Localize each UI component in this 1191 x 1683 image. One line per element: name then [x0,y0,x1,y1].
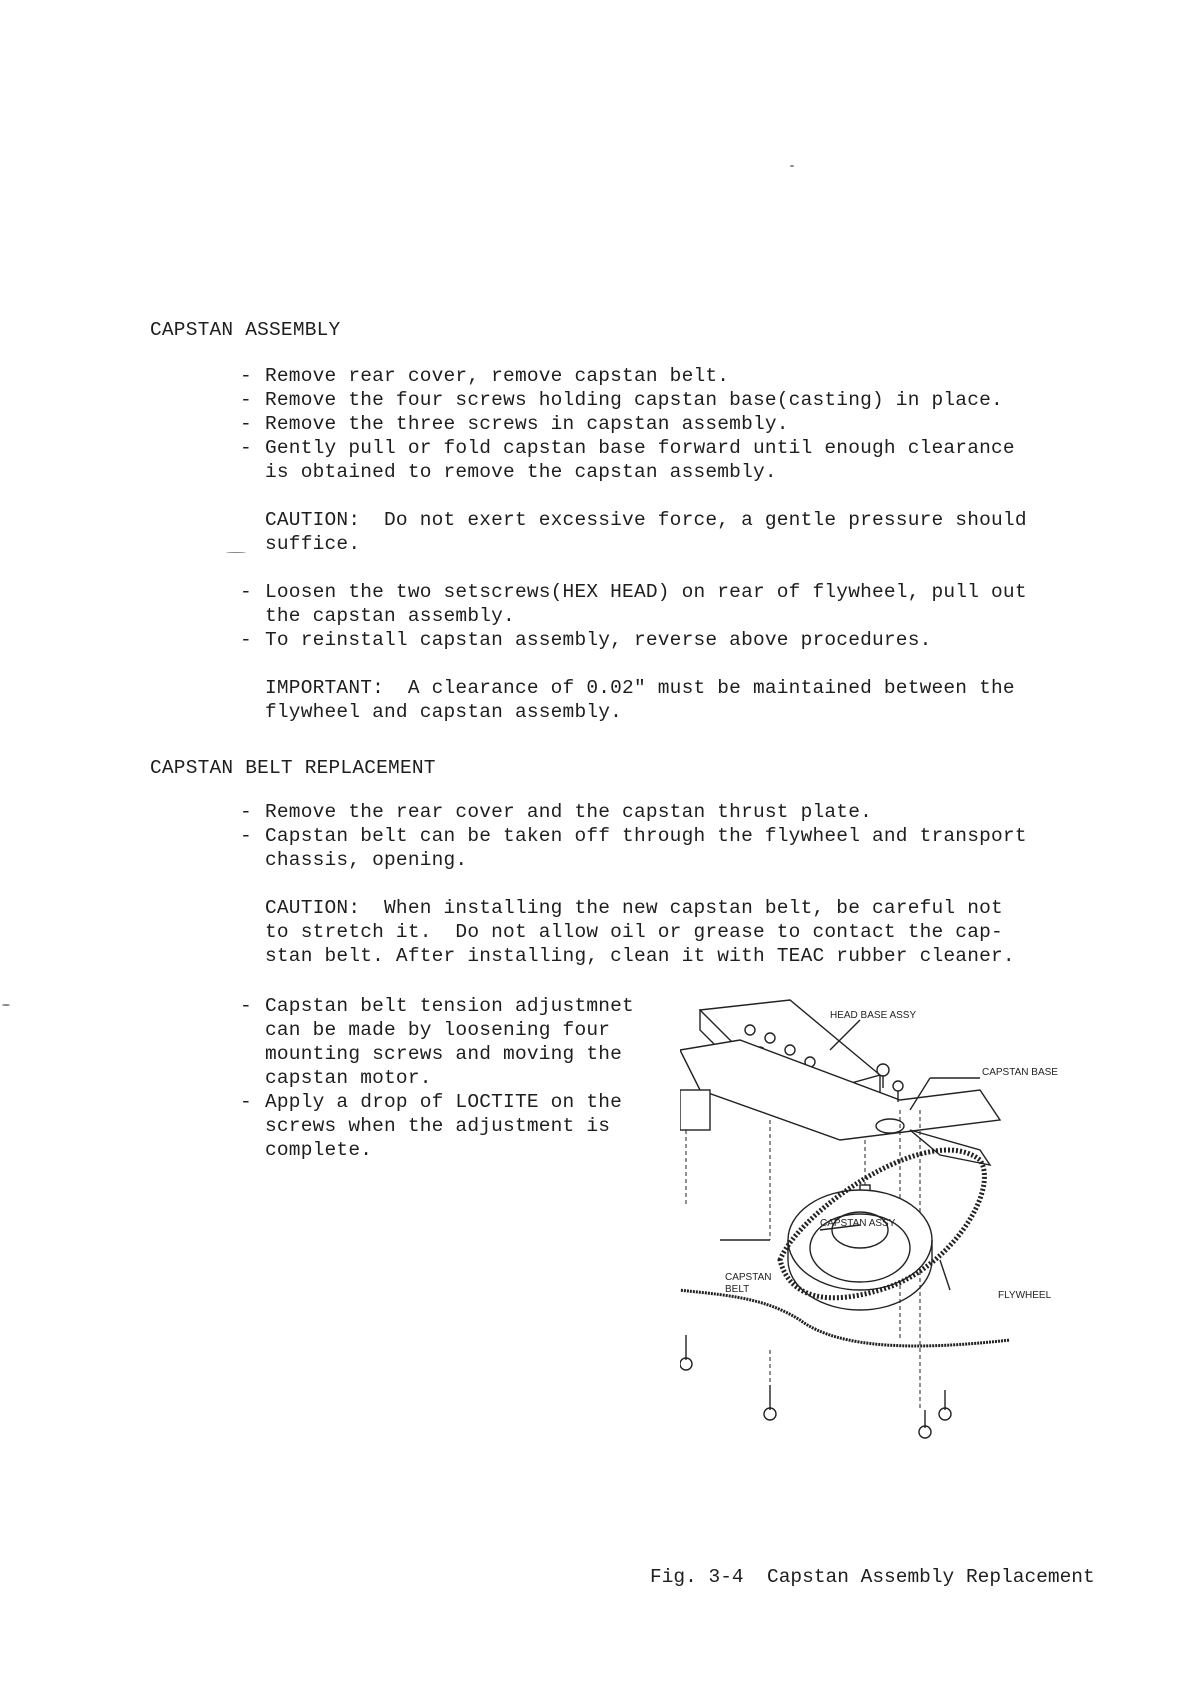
step-text-continued: capstan motor. [265,1067,432,1089]
label-capstan-assy: CAPSTAN ASSY [820,1218,896,1229]
label-capstan-base: CAPSTAN BASE [982,1067,1058,1078]
label-head-base-assy: HEAD BASE ASSY [830,1010,917,1021]
scan-speck [2,1004,10,1006]
capstan-assembly-illustration [680,990,1080,1530]
important-text-continued: flywheel and capstan assembly. [265,701,623,723]
step-text: Remove rear cover, remove capstan belt. [265,365,730,387]
step-text-continued: mounting screws and moving the [265,1043,623,1065]
bullet-dash: - [240,629,252,651]
label-capstan-belt-line1: CAPSTAN [725,1272,772,1283]
step-text-continued: complete. [265,1139,373,1161]
step-text: Capstan belt tension adjustmnet [265,995,634,1017]
bullet-dash: - [240,581,252,603]
step-text-continued: chassis, opening. [265,849,468,871]
caution-text-continued: suffice. [265,533,361,555]
caution-text-continued: stan belt. After installing, clean it with TEAC rubber cleaner. [265,945,1015,967]
bullet-dash: - [240,413,252,435]
step-text: Loosen the two setscrews(HEX HEAD) on rear of flywheel, pull out [265,581,1027,603]
flywheel-shape [788,1190,932,1290]
step-text-continued: the capstan assembly. [265,605,515,627]
label-flywheel: FLYWHEEL [998,1290,1052,1301]
step-text-continued: is obtained to remove the capstan assembly. [265,461,777,483]
label-capstan-belt-line2: BELT [725,1284,750,1295]
step-text: Remove the three screws in capstan assembly. [265,413,789,435]
figure-caption: Fig. 3-4 Capstan Assembly Replacement [650,1566,1095,1588]
bullet-dash: - [240,437,252,459]
scan-speck [790,165,794,167]
step-text: Apply a drop of LOCTITE on the [265,1091,623,1113]
screw-icon [919,1410,931,1438]
caution-text: CAUTION: Do not exert excessive force, a gentle pressure should [265,509,1027,531]
bullet-dash: - [240,1091,252,1113]
step-text: To reinstall capstan assembly, reverse above procedures. [265,629,932,651]
step-text-continued: can be made by loosening four [265,1019,611,1041]
bullet-dash: - [240,995,252,1017]
caution-text-continued: to stretch it. Do not allow oil or grease to contact the cap- [265,921,1003,943]
step-text-continued: screws when the adjustment is [265,1115,611,1137]
step-text: Remove the rear cover and the capstan thrust plate. [265,801,872,823]
bullet-dash: - [240,365,252,387]
screw-icon [680,1335,692,1370]
bullet-dash: - [240,825,252,847]
bullet-dash: - [240,389,252,411]
scan-speck [226,552,246,553]
section-heading-capstan-belt-replacement: CAPSTAN BELT REPLACEMENT [150,757,436,779]
screw-icon [764,1385,776,1420]
bullet-dash: - [240,801,252,823]
screw-icon [939,1390,951,1420]
step-text: Capstan belt can be taken off through the flywheel and transport [265,825,1027,847]
step-text: Remove the four screws holding capstan base(casting) in place. [265,389,1003,411]
caution-text: CAUTION: When installing the new capstan belt, be careful not [265,897,1003,919]
important-text: IMPORTANT: A clearance of 0.02" must be maintained between the [265,677,1015,699]
section-heading-capstan-assembly: CAPSTAN ASSEMBLY [150,319,341,341]
step-text: Gently pull or fold capstan base forward until enough clearance [265,437,1015,459]
